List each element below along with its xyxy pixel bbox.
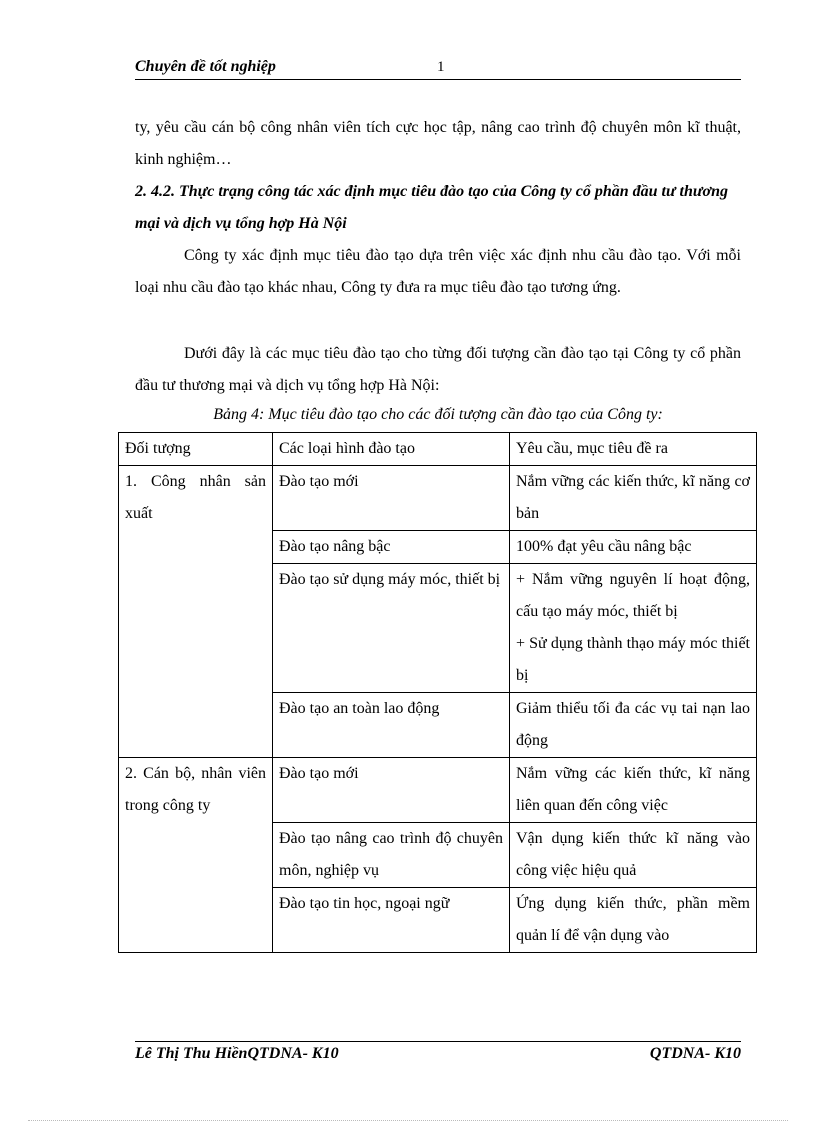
training-type-cell: Đào tạo sử dụng máy móc, thiết bị: [273, 564, 510, 693]
subject-cell: 1. Công nhân sản xuất: [119, 466, 273, 758]
goal-cell: 100% đạt yêu cầu nâng bậc: [510, 531, 757, 564]
subject-cell: 2. Cán bộ, nhân viên trong công ty: [119, 758, 273, 953]
goal-cell: Ứng dụng kiến thức, phần mềm quản lí để vận dụng vào: [510, 888, 757, 953]
goal-cell: [510, 564, 757, 693]
footer-class: QTDNA- K10: [649, 1045, 741, 1062]
footer-author: Lê Thị Thu HiềnQTDNA- K10: [135, 1045, 339, 1062]
training-type-cell: Đào tạo nâng cao trình độ chuyên môn, nghiệp vụ: [273, 823, 510, 888]
header-subject: Đối tượng: [119, 433, 273, 466]
header-goal: Yêu cầu, mục tiêu đề ra: [510, 433, 757, 466]
training-type-cell: Đào tạo tin học, ngoại ngữ: [273, 888, 510, 953]
table-header-row: [119, 433, 757, 466]
goal-cell: Giảm thiểu tối đa các vụ tai nạn lao động: [510, 693, 757, 758]
paragraph-intro: Công ty xác định mục tiêu đào tạo dựa trên việc xác định nhu cầu đào tạo. Với mỗi loại nhu cầu đào tạo khác nhau, Công ty đưa ra mục tiêu đào tạo tương ứng.: [135, 247, 741, 296]
goal-cell: Nắm vững các kiến thức, kĩ năng liên quan đến công việc: [510, 758, 757, 823]
header-title: Chuyên đề tốt nghiệp: [135, 58, 276, 75]
header-divider: [135, 79, 741, 80]
paragraph-continuation: ty, yêu cầu cán bộ công nhân viên tích cực học tập, nâng cao trình độ chuyên môn kĩ thuật, kinh nghiệm…: [135, 119, 741, 168]
training-type-cell: Đào tạo mới: [273, 758, 510, 823]
table-row: [119, 758, 757, 823]
training-goals-table: [118, 432, 757, 953]
goal-line: + Nắm vững nguyên lí hoạt động, cấu tạo máy móc, thiết bị: [516, 571, 750, 620]
training-type-cell: Đào tạo nâng bậc: [273, 531, 510, 564]
paragraph-list-intro: Dưới đây là các mục tiêu đào tạo cho từng đối tượng cần đào tạo tại Công ty cổ phần đầu tư thương mại và dịch vụ tổng hợp Hà Nội:: [135, 345, 741, 394]
training-type-cell: Đào tạo an toàn lao động: [273, 693, 510, 758]
training-type-cell: Đào tạo mới: [273, 466, 510, 531]
goal-cell: Nắm vững các kiến thức, kĩ năng cơ bản: [510, 466, 757, 531]
page-edge: [28, 1120, 788, 1121]
goal-cell: Vận dụng kiến thức kĩ năng vào công việc hiệu quả: [510, 823, 757, 888]
page-number: 1: [437, 59, 445, 75]
goal-line: + Sử dụng thành thạo máy móc thiết bị: [516, 635, 750, 684]
table-row: [119, 466, 757, 531]
section-heading: 2. 4.2. Thực trạng công tác xác định mục tiêu đào tạo của Công ty cổ phần đầu tư thương mại và dịch vụ tổng hợp Hà Nội: [135, 183, 728, 232]
table-caption: Bảng 4: Mục tiêu đào tạo cho các đối tượng cần đào tạo của Công ty:: [213, 406, 663, 423]
header-training-type: Các loại hình đào tạo: [273, 433, 510, 466]
footer-divider: [135, 1041, 741, 1042]
